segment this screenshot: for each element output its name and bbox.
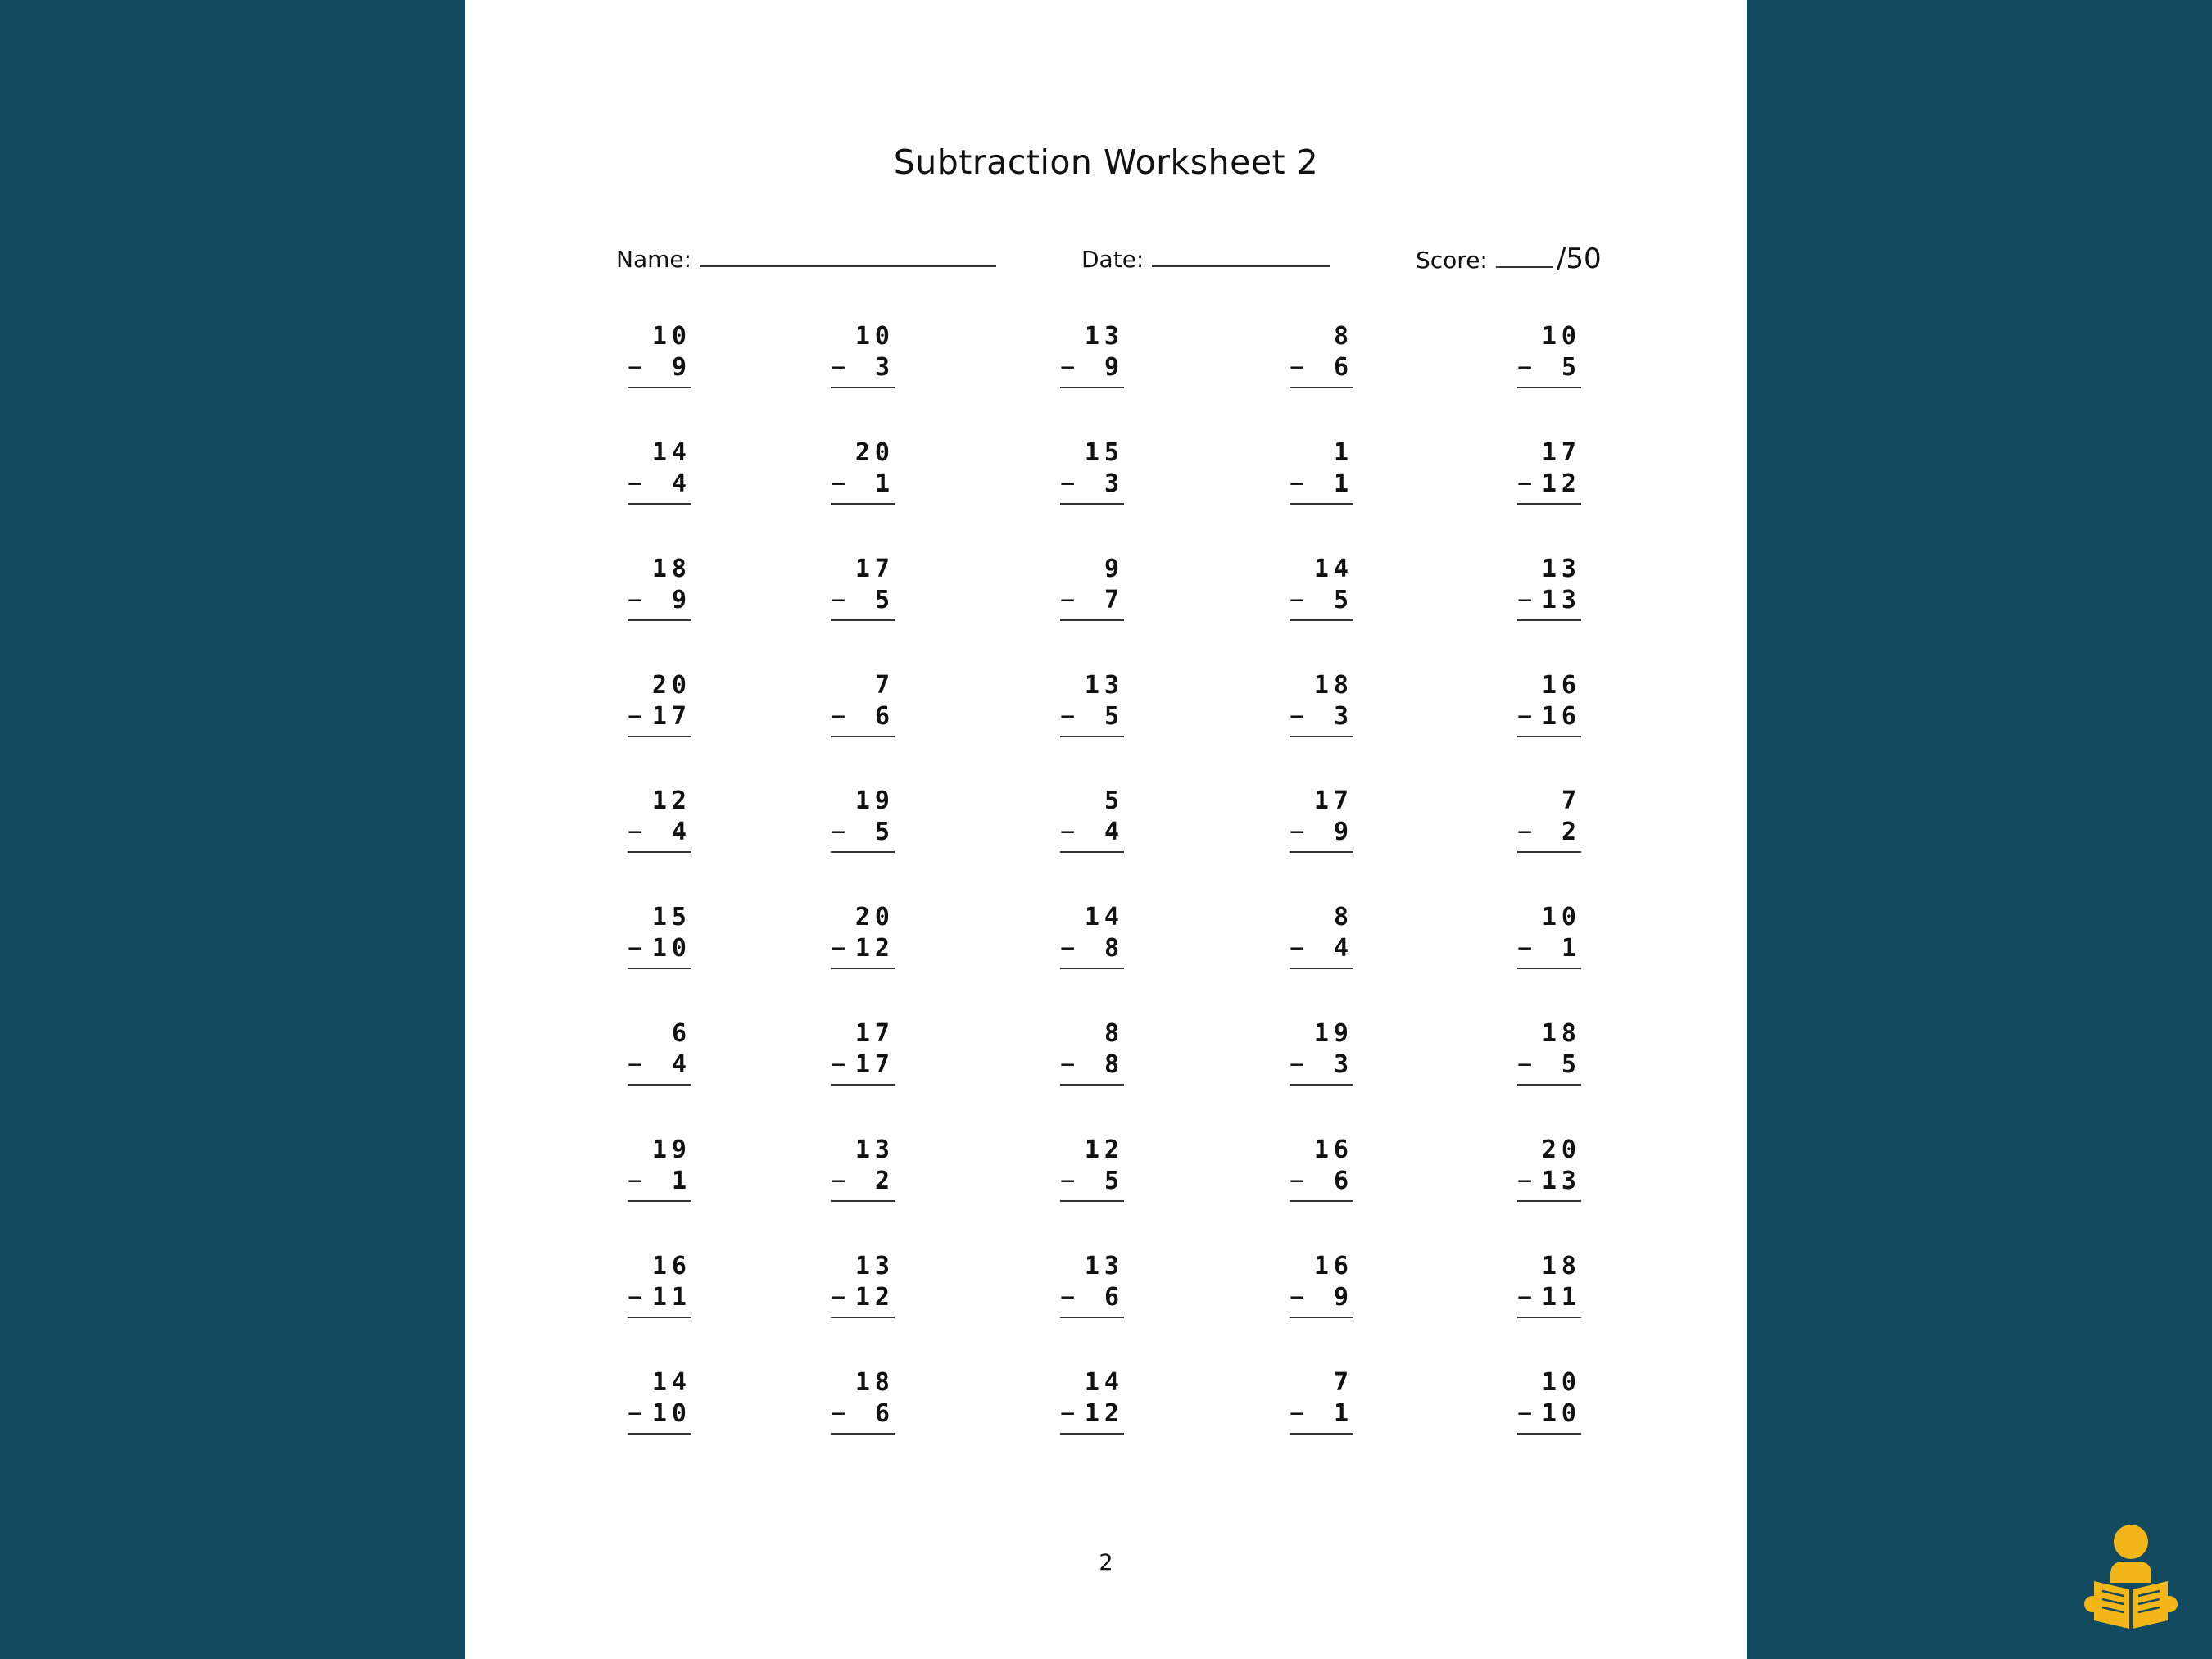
minus-sign: − bbox=[1060, 1050, 1076, 1079]
subtrahend-line bbox=[831, 1399, 895, 1435]
minuend: 17 bbox=[1541, 438, 1581, 467]
subtrahend-line bbox=[831, 588, 895, 621]
subtraction-problem bbox=[1060, 905, 1124, 969]
minus-sign: − bbox=[1060, 934, 1076, 963]
subtraction-problem bbox=[831, 786, 895, 853]
subtraction-problem bbox=[1290, 438, 1353, 505]
minus-sign: − bbox=[1517, 934, 1533, 963]
minus-sign: − bbox=[1060, 353, 1076, 382]
minuend: 16 bbox=[1313, 1135, 1353, 1164]
subtraction-problem bbox=[628, 438, 691, 505]
subtrahend: 17 bbox=[651, 702, 691, 731]
minuend: 19 bbox=[1313, 1019, 1353, 1048]
subtrahend-line bbox=[628, 1050, 691, 1086]
subtraction-problem bbox=[1290, 905, 1353, 969]
minuend: 10 bbox=[1541, 1368, 1581, 1397]
minus-sign: − bbox=[628, 586, 643, 614]
subtrahend: 5 bbox=[1333, 586, 1353, 614]
subtraction-problem bbox=[1060, 673, 1124, 737]
subtrahend-line bbox=[1290, 936, 1353, 969]
subtrahend-line bbox=[1517, 1169, 1581, 1202]
subtrahend-line bbox=[1060, 353, 1124, 388]
subtrahend: 11 bbox=[651, 1283, 691, 1312]
minuend: 14 bbox=[1084, 903, 1124, 931]
minuend: 15 bbox=[1084, 438, 1124, 467]
minus-sign: − bbox=[628, 1399, 643, 1428]
date-label: Date: bbox=[1081, 246, 1145, 273]
subtrahend: 13 bbox=[1541, 586, 1581, 614]
subtraction-problem bbox=[1290, 557, 1353, 621]
subtrahend: 5 bbox=[1104, 702, 1124, 731]
subtrahend: 10 bbox=[1541, 1399, 1581, 1428]
minus-sign: − bbox=[1517, 702, 1533, 731]
minus-sign: − bbox=[1290, 818, 1305, 846]
minuend: 12 bbox=[1084, 1135, 1124, 1164]
minus-sign: − bbox=[1060, 1167, 1076, 1195]
name-label: Name: bbox=[616, 246, 692, 273]
subtrahend: 8 bbox=[1104, 1050, 1124, 1079]
subtraction-problem bbox=[1290, 324, 1353, 388]
subtraction-problem bbox=[1060, 786, 1124, 853]
subtrahend-line bbox=[1060, 1285, 1124, 1318]
subtrahend: 9 bbox=[1333, 818, 1353, 846]
subtrahend: 6 bbox=[1333, 1167, 1353, 1195]
subtrahend-line bbox=[1060, 1399, 1124, 1435]
subtraction-problem bbox=[1290, 1135, 1353, 1202]
subtrahend: 1 bbox=[1333, 469, 1353, 498]
subtrahend: 12 bbox=[1541, 469, 1581, 498]
subtrahend-line bbox=[831, 469, 895, 505]
subtrahend: 10 bbox=[651, 934, 691, 963]
subtraction-problem bbox=[628, 1254, 691, 1318]
subtraction-problem bbox=[1290, 1019, 1353, 1086]
subtrahend-line bbox=[1060, 820, 1124, 853]
subtrahend-line bbox=[1290, 469, 1353, 505]
subtrahend: 4 bbox=[1104, 818, 1124, 846]
subtrahend-line bbox=[1060, 469, 1124, 505]
minuend: 14 bbox=[651, 438, 691, 467]
minus-sign: − bbox=[1517, 1167, 1533, 1195]
score-total: /50 bbox=[1556, 243, 1602, 275]
subtrahend-line bbox=[831, 820, 895, 853]
minuend: 20 bbox=[854, 438, 895, 467]
minuend: 18 bbox=[1313, 671, 1353, 700]
subtrahend-line bbox=[628, 588, 691, 621]
minuend: 13 bbox=[1084, 671, 1124, 700]
minus-sign: − bbox=[1290, 1399, 1305, 1428]
minuend: 17 bbox=[854, 555, 895, 583]
minus-sign: − bbox=[1517, 586, 1533, 614]
subtraction-problem bbox=[628, 324, 691, 388]
subtraction-problem bbox=[1060, 1019, 1124, 1086]
subtrahend-line bbox=[1517, 936, 1581, 969]
subtrahend: 4 bbox=[671, 469, 691, 498]
minus-sign: − bbox=[628, 702, 643, 731]
subtrahend: 13 bbox=[1541, 1167, 1581, 1195]
subtraction-problem bbox=[1060, 1254, 1124, 1318]
subtrahend-line bbox=[1060, 936, 1124, 969]
subtrahend: 9 bbox=[1104, 353, 1124, 382]
subtraction-problem bbox=[628, 786, 691, 853]
minus-sign: − bbox=[1290, 586, 1305, 614]
subtrahend-line bbox=[831, 353, 895, 388]
minus-sign: − bbox=[1290, 1283, 1305, 1312]
subtrahend: 6 bbox=[874, 1399, 895, 1428]
worksheet-page bbox=[465, 0, 1747, 1659]
minuend: 10 bbox=[1541, 322, 1581, 351]
minuend: 18 bbox=[1541, 1019, 1581, 1048]
subtrahend: 1 bbox=[874, 469, 895, 498]
subtraction-problem bbox=[831, 438, 895, 505]
minuend: 17 bbox=[854, 1019, 895, 1048]
subtrahend-line bbox=[628, 936, 691, 969]
minuend: 16 bbox=[651, 1252, 691, 1281]
subtrahend-line bbox=[1517, 820, 1581, 853]
minuend: 19 bbox=[651, 1135, 691, 1164]
subtraction-problem bbox=[628, 557, 691, 621]
subtraction-problem bbox=[1060, 557, 1124, 621]
subtraction-problem bbox=[1517, 1019, 1581, 1086]
minuend: 14 bbox=[1084, 1368, 1124, 1397]
minus-sign: − bbox=[831, 702, 846, 731]
minus-sign: − bbox=[1290, 1167, 1305, 1195]
subtrahend: 7 bbox=[1104, 586, 1124, 614]
subtrahend: 3 bbox=[1333, 702, 1353, 731]
minus-sign: − bbox=[831, 1283, 846, 1312]
minus-sign: − bbox=[831, 1399, 846, 1428]
page-title: Subtraction Worksheet 2 bbox=[893, 143, 1319, 182]
subtraction-problem bbox=[1517, 324, 1581, 388]
minuend: 1 bbox=[1333, 438, 1353, 467]
minuend: 7 bbox=[1561, 786, 1581, 815]
subtraction-problem bbox=[1060, 324, 1124, 388]
minus-sign: − bbox=[1290, 469, 1305, 498]
minus-sign: − bbox=[1290, 702, 1305, 731]
minus-sign: − bbox=[1060, 469, 1076, 498]
subtrahend-line bbox=[1290, 588, 1353, 621]
minus-sign: − bbox=[628, 469, 643, 498]
minus-sign: − bbox=[1060, 702, 1076, 731]
subtrahend: 5 bbox=[874, 586, 895, 614]
subtrahend-line bbox=[1290, 820, 1353, 853]
subtrahend: 5 bbox=[1104, 1167, 1124, 1195]
subtrahend-line bbox=[1060, 588, 1124, 621]
subtraction-problem bbox=[1060, 1135, 1124, 1202]
minuend: 18 bbox=[854, 1368, 895, 1397]
subtraction-problem bbox=[628, 673, 691, 737]
subtrahend-line bbox=[628, 353, 691, 388]
minuend: 8 bbox=[1104, 1019, 1124, 1048]
subtrahend: 11 bbox=[1541, 1283, 1581, 1312]
subtrahend-line bbox=[628, 702, 691, 737]
subtraction-problem bbox=[1060, 438, 1124, 505]
subtrahend: 1 bbox=[671, 1167, 691, 1195]
subtraction-problem bbox=[1517, 557, 1581, 621]
minuend: 12 bbox=[651, 786, 691, 815]
subtrahend-line bbox=[1517, 469, 1581, 505]
subtrahend-line bbox=[1290, 353, 1353, 388]
minuend: 14 bbox=[1313, 555, 1353, 583]
subtrahend: 4 bbox=[1333, 934, 1353, 963]
minuend: 10 bbox=[1541, 903, 1581, 931]
minuend: 7 bbox=[1333, 1368, 1353, 1397]
minuend: 13 bbox=[1541, 555, 1581, 583]
minus-sign: − bbox=[1517, 469, 1533, 498]
minus-sign: − bbox=[1517, 1050, 1533, 1079]
minuend: 10 bbox=[854, 322, 895, 351]
minus-sign: − bbox=[831, 1167, 846, 1195]
subtrahend: 16 bbox=[1541, 702, 1581, 731]
minus-sign: − bbox=[1290, 1050, 1305, 1079]
minus-sign: − bbox=[628, 1050, 643, 1079]
minuend: 13 bbox=[1084, 1252, 1124, 1281]
subtrahend-line bbox=[1290, 1169, 1353, 1202]
subtraction-problem bbox=[1517, 1254, 1581, 1318]
minuend: 20 bbox=[1541, 1135, 1581, 1164]
subtrahend: 5 bbox=[874, 818, 895, 846]
minuend: 20 bbox=[854, 903, 895, 931]
subtraction-problem bbox=[1290, 786, 1353, 853]
minus-sign: − bbox=[831, 934, 846, 963]
subtrahend: 10 bbox=[651, 1399, 691, 1428]
minuend: 7 bbox=[874, 671, 895, 700]
subtrahend-line bbox=[628, 1169, 691, 1202]
subtrahend-line bbox=[1290, 702, 1353, 737]
minus-sign: − bbox=[1517, 1283, 1533, 1312]
subtrahend-line bbox=[628, 820, 691, 853]
minus-sign: − bbox=[1060, 1399, 1076, 1428]
subtraction-problem bbox=[1290, 1368, 1353, 1435]
subtrahend: 9 bbox=[671, 586, 691, 614]
subtraction-problem bbox=[628, 1019, 691, 1086]
subtrahend: 9 bbox=[1333, 1283, 1353, 1312]
minus-sign: − bbox=[1517, 1399, 1533, 1428]
subtraction-problem bbox=[1290, 1254, 1353, 1318]
subtrahend: 5 bbox=[1561, 353, 1581, 382]
minus-sign: − bbox=[628, 934, 643, 963]
subtraction-problem bbox=[831, 1019, 895, 1086]
subtrahend-line bbox=[831, 1050, 895, 1086]
subtrahend: 3 bbox=[874, 353, 895, 382]
subtraction-problem bbox=[1517, 1135, 1581, 1202]
minus-sign: − bbox=[1060, 818, 1076, 846]
subtrahend: 6 bbox=[874, 702, 895, 731]
subtrahend-line bbox=[1290, 1050, 1353, 1086]
subtraction-problem bbox=[831, 1368, 895, 1435]
minus-sign: − bbox=[831, 586, 846, 614]
subtrahend: 8 bbox=[1104, 934, 1124, 963]
subtrahend-line bbox=[1517, 1285, 1581, 1318]
subtrahend: 12 bbox=[854, 1283, 895, 1312]
minus-sign: − bbox=[1290, 353, 1305, 382]
minuend: 19 bbox=[854, 786, 895, 815]
subtrahend-line bbox=[628, 469, 691, 505]
subtrahend-line bbox=[1060, 1169, 1124, 1202]
minus-sign: − bbox=[1517, 353, 1533, 382]
subtrahend-line bbox=[1517, 702, 1581, 737]
subtrahend: 1 bbox=[1333, 1399, 1353, 1428]
minuend: 6 bbox=[671, 1019, 691, 1048]
subtrahend-line bbox=[628, 1285, 691, 1318]
subtraction-problem bbox=[628, 905, 691, 969]
subtraction-problem bbox=[831, 557, 895, 621]
minuend: 10 bbox=[651, 322, 691, 351]
minuend: 13 bbox=[854, 1135, 895, 1164]
subtraction-problem bbox=[1517, 1368, 1581, 1435]
minuend: 17 bbox=[1313, 786, 1353, 815]
minus-sign: − bbox=[831, 818, 846, 846]
subtrahend-line bbox=[1290, 1399, 1353, 1435]
reading-person-icon bbox=[2083, 1524, 2179, 1632]
subtraction-problem bbox=[1517, 438, 1581, 505]
subtrahend-line bbox=[1517, 1399, 1581, 1435]
subtrahend: 2 bbox=[874, 1167, 895, 1195]
problem-grid bbox=[465, 0, 1747, 1659]
subtrahend-line bbox=[1517, 353, 1581, 388]
subtrahend: 4 bbox=[671, 818, 691, 846]
subtrahend-line bbox=[831, 702, 895, 737]
minuend: 20 bbox=[651, 671, 691, 700]
subtraction-problem bbox=[831, 673, 895, 737]
subtraction-problem bbox=[831, 324, 895, 388]
minus-sign: − bbox=[628, 818, 643, 846]
subtrahend: 9 bbox=[671, 353, 691, 382]
minuend: 5 bbox=[1104, 786, 1124, 815]
minuend: 8 bbox=[1333, 903, 1353, 931]
minuend: 14 bbox=[651, 1368, 691, 1397]
subtraction-problem bbox=[1290, 673, 1353, 737]
minus-sign: − bbox=[628, 1283, 643, 1312]
subtrahend: 12 bbox=[1084, 1399, 1124, 1428]
page-number: 2 bbox=[1099, 1550, 1113, 1575]
subtraction-problem bbox=[628, 1368, 691, 1435]
subtrahend: 3 bbox=[1104, 469, 1124, 498]
minuend: 18 bbox=[651, 555, 691, 583]
minuend: 9 bbox=[1104, 555, 1124, 583]
minus-sign: − bbox=[831, 1050, 846, 1079]
subtraction-problem bbox=[1060, 1368, 1124, 1435]
minuend: 18 bbox=[1541, 1252, 1581, 1281]
subtrahend: 4 bbox=[671, 1050, 691, 1079]
subtrahend: 17 bbox=[854, 1050, 895, 1079]
subtrahend: 12 bbox=[854, 934, 895, 963]
subtrahend: 1 bbox=[1561, 934, 1581, 963]
subtraction-problem bbox=[831, 905, 895, 969]
subtraction-problem bbox=[1517, 905, 1581, 969]
subtraction-problem bbox=[1517, 786, 1581, 853]
subtrahend-line bbox=[1517, 588, 1581, 621]
minus-sign: − bbox=[831, 353, 846, 382]
minus-sign: − bbox=[628, 1167, 643, 1195]
subtraction-problem bbox=[628, 1135, 691, 1202]
subtrahend: 5 bbox=[1561, 1050, 1581, 1079]
subtrahend-line bbox=[1517, 1050, 1581, 1086]
minus-sign: − bbox=[1060, 586, 1076, 614]
subtraction-problem bbox=[831, 1254, 895, 1318]
subtrahend-line bbox=[831, 1169, 895, 1202]
subtrahend-line bbox=[831, 936, 895, 969]
subtrahend: 3 bbox=[1333, 1050, 1353, 1079]
minuend: 13 bbox=[854, 1252, 895, 1281]
subtrahend-line bbox=[628, 1399, 691, 1435]
minus-sign: − bbox=[1517, 818, 1533, 846]
minuend: 15 bbox=[651, 903, 691, 931]
minuend: 16 bbox=[1313, 1252, 1353, 1281]
subtraction-problem bbox=[1517, 673, 1581, 737]
minuend: 8 bbox=[1333, 322, 1353, 351]
minuend: 16 bbox=[1541, 671, 1581, 700]
subtrahend: 6 bbox=[1333, 353, 1353, 382]
score-label: Score: bbox=[1416, 247, 1488, 274]
minus-sign: − bbox=[628, 353, 643, 382]
minus-sign: − bbox=[1060, 1283, 1076, 1312]
subtrahend-line bbox=[1060, 1050, 1124, 1086]
subtrahend: 2 bbox=[1561, 818, 1581, 846]
minus-sign: − bbox=[831, 469, 846, 498]
minus-sign: − bbox=[1290, 934, 1305, 963]
subtrahend: 6 bbox=[1104, 1283, 1124, 1312]
subtrahend-line bbox=[1060, 702, 1124, 737]
subtrahend-line bbox=[831, 1285, 895, 1318]
subtrahend-line bbox=[1290, 1285, 1353, 1318]
subtraction-problem bbox=[831, 1135, 895, 1202]
minuend: 13 bbox=[1084, 322, 1124, 351]
